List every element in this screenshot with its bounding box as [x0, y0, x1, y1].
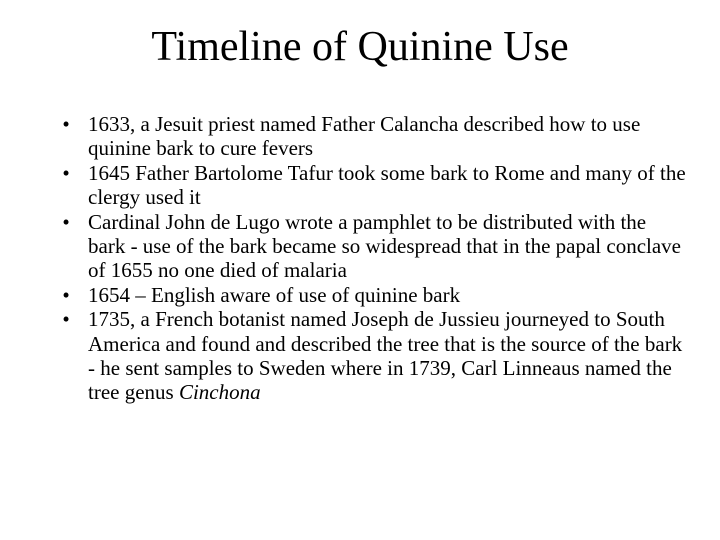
bullet-marker: •: [62, 282, 70, 307]
bullet-text: 1633, a Jesuit priest named Father Calancha described how to use quinine bark to cure fevers: [88, 112, 641, 161]
bullet-marker: •: [62, 112, 70, 136]
bullet-marker: •: [62, 209, 70, 234]
bullet-marker: •: [62, 307, 70, 332]
bullet-text: 1654 – English aware of use of quinine bark: [88, 282, 461, 307]
slide-title: Timeline of Quinine Use: [151, 24, 569, 70]
bullet-list: [56, 112, 686, 405]
bullet-item-1645: [56, 161, 686, 210]
bullet-item-1633: [56, 112, 686, 161]
bullet-marker: •: [62, 160, 70, 185]
bullet-text: Cardinal John de Lugo wrote a pamphlet to be distributed with the bark - use of the bark became so widespread that in the papal conclave of 1655 no one died of malaria: [88, 209, 682, 283]
bullet-text: 1735, a French botanist named Joseph de Jussieu journeyed to South America and found and described the tree that is the source of the bark - he sent samples to Sweden where in 1739, Carl Linneaus named the tree genus: [88, 307, 683, 405]
genus-name: Cinchona: [178, 380, 261, 405]
bullet-item-de-lugo: [56, 210, 686, 283]
bullet-text: 1645 Father Bartolome Tafur took some bark to Rome and many of the clergy used it: [88, 160, 686, 210]
bullet-item-1654: [56, 283, 686, 307]
bullet-item-1735: [56, 307, 686, 405]
